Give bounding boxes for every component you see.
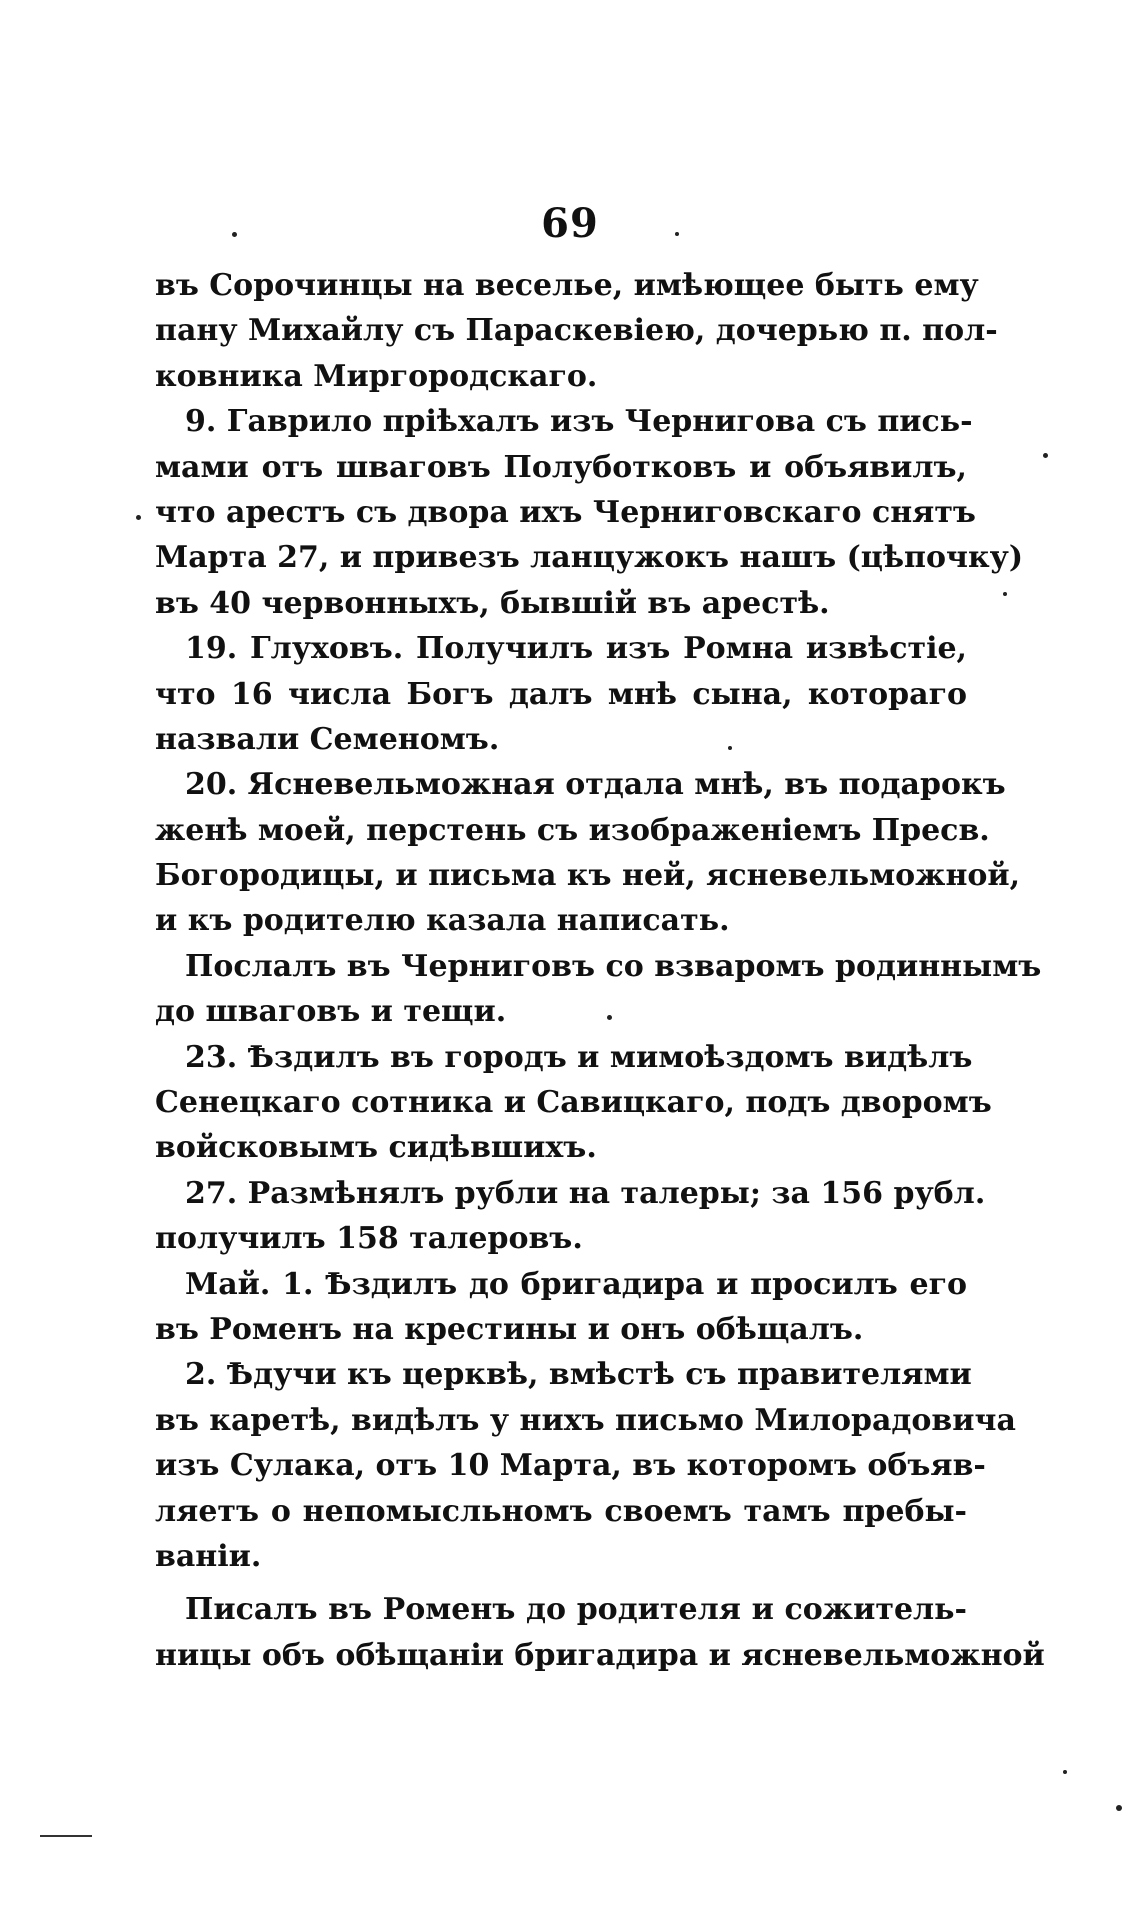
scan-speck [1116,1805,1122,1811]
text-line: 27. Размѣнялъ рубли на талеры; за 156 рубл. [185,1175,986,1211]
text-line: мами отъ шваговъ Полуботковъ и объявилъ, [155,449,967,485]
text-line: изъ Сулака, отъ 10 Марта, въ которомъ объяв- [155,1448,986,1484]
text-line: Сенецкаго сотника и Савицкаго, подъ дворомъ [155,1085,992,1121]
text-line: Послалъ въ Черниговъ со взваромъ родиннымъ [185,948,1042,984]
text-line: женѣ моей, перстень съ изображеніемъ Пресв. [155,812,990,848]
paragraph-gap [155,1579,967,1587]
text-line: Марта 27, и привезъ ланцужокъ нашъ (цѣпочку) [155,540,1024,576]
scan-speck [675,232,679,236]
scan-speck [1043,453,1048,458]
page-number: 69 [541,200,599,247]
text-line: Писалъ въ Роменъ до родителя и сожитель- [185,1592,967,1628]
text-line: ницы объ обѣщаніи бригадира и ясневельможной [155,1637,1045,1673]
text-line: въ Роменъ на крестины и онъ обѣщалъ. [155,1311,864,1347]
text-line: что 16 числа Богъ далъ мнѣ сына, котораго [155,676,967,712]
text-line: до шваговъ и тещи. [155,994,507,1030]
text-line: что арестъ съ двора ихъ Черниговскаго снятъ [155,494,976,530]
scan-speck [1003,592,1007,596]
text-line: 9. Гаврило пріѣхалъ изъ Чернигова съ пись- [185,404,973,440]
scan-rule-mark [40,1835,92,1837]
text-line: ваніи. [155,1538,262,1574]
text-line: 2. Ѣдучи къ церквѣ, вмѣстѣ съ правителями [185,1357,972,1393]
text-line: назвали Семеномъ. [155,721,500,757]
text-line: 19. Глуховъ. Получилъ изъ Ромна извѣстіе, [185,631,967,667]
text-line: въ каретѣ, видѣлъ у нихъ письмо Милорадовича [155,1402,1016,1438]
body-text [155,263,1045,1678]
scan-speck [728,746,732,750]
text-line: и къ родителю казала написать. [155,903,730,939]
text-line: 23. Ѣздилъ въ городъ и мимоѣздомъ видѣлъ [185,1039,973,1075]
text-line: въ Сорочинцы на веселье, имѣющее быть ему [155,268,979,303]
scan-speck [136,515,141,520]
text-line: ляетъ о непомысльномъ своемъ тамъ пребы- [155,1493,967,1529]
text-line: Май. 1. Ѣздилъ до бригадира и просилъ его [185,1266,967,1302]
scan-speck [1063,1770,1067,1774]
text-line: пану Михайлу съ Параскевіею, дочерью п. пол- [155,313,998,349]
text-line: получилъ 158 талеровъ. [155,1221,583,1257]
text-line: ковника Миргородскаго. [155,358,598,394]
scan-speck [232,232,237,237]
scan-speck [607,1015,612,1020]
text-line: въ 40 червонныхъ, бывшій въ арестѣ. [155,585,830,621]
text-line: 20. Ясневельможная отдала мнѣ, въ подарокъ [185,767,1006,803]
text-line: войсковымъ сидѣвшихъ. [155,1130,597,1166]
text-line: Богородицы, и письма къ ней, ясневельможной, [155,858,1021,894]
